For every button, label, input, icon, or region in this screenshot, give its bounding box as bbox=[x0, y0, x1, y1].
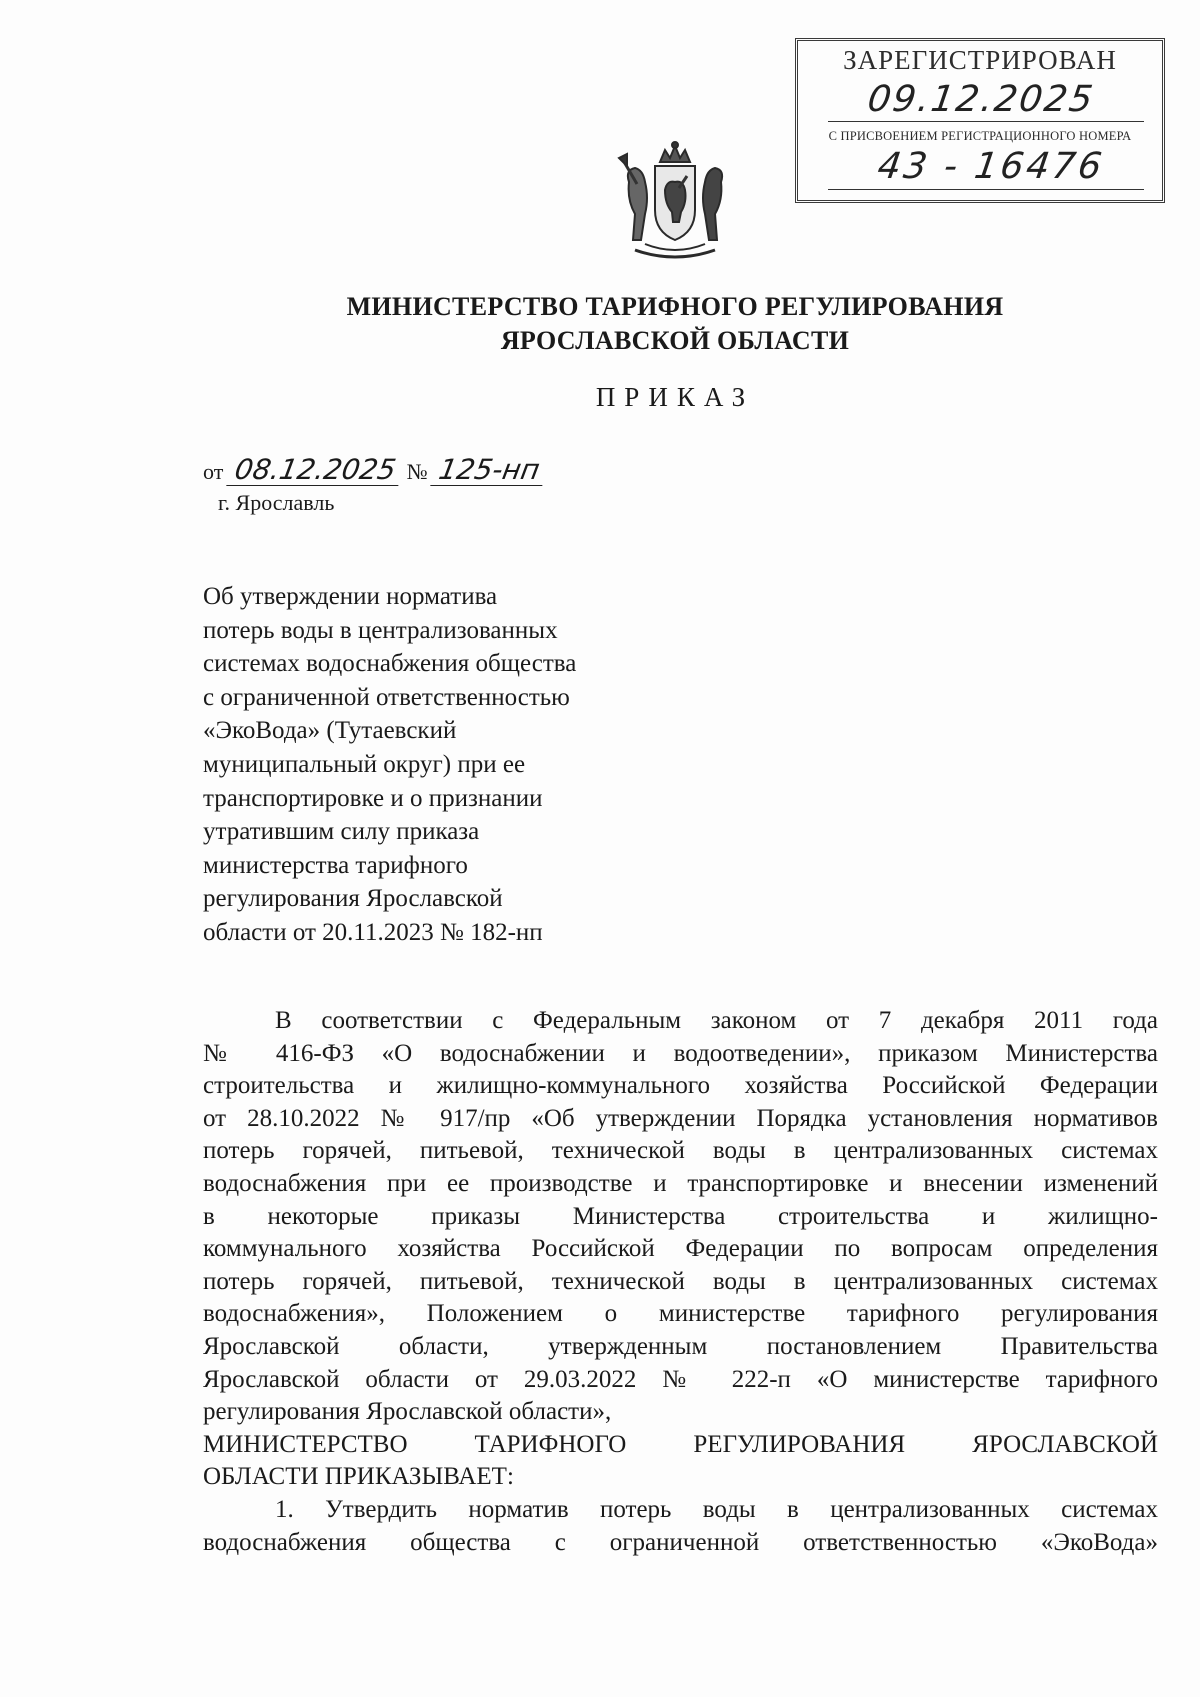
body-line: Ярославской области от 29.03.2022 № 222-п «О министерстве тарифного bbox=[203, 1365, 1158, 1393]
body-line: в некоторые приказы Министерства строительства и жилищно- bbox=[203, 1202, 1158, 1230]
order-handwritten-date: 08.12.2025 bbox=[226, 455, 404, 486]
subject-line: с ограниченной ответственностью bbox=[203, 683, 570, 711]
body-line: ОБЛАСТИ ПРИКАЗЫВАЕТ: bbox=[203, 1463, 514, 1491]
body-line: регулирования Ярославской области», bbox=[203, 1398, 612, 1426]
body-line: 1. Утвердить норматив потерь воды в централизованных системах bbox=[275, 1495, 1158, 1523]
subject-line: регулирования Ярославской bbox=[203, 885, 503, 913]
body-line: потерь горячей, питьевой, технической воды в централизованных системах bbox=[203, 1267, 1158, 1295]
body-line: МИНИСТЕРСТВО ТАРИФНОГО РЕГУЛИРОВАНИЯ ЯРОСЛАВСКОЙ bbox=[203, 1430, 1158, 1458]
body-line: строительства и жилищно-коммунального хозяйства Российской Федерации bbox=[203, 1072, 1158, 1100]
subject-line: системах водоснабжения общества bbox=[203, 650, 577, 678]
number-label: № bbox=[406, 459, 428, 484]
order-date-line bbox=[203, 455, 545, 486]
subject-line: области от 20.11.2023 № 182-нп bbox=[203, 918, 543, 946]
order-handwritten-number: 125-нп bbox=[430, 455, 548, 486]
document-type: ПРИКАЗ bbox=[595, 382, 755, 412]
body-line: коммунального хозяйства Российской Федерации по вопросам определения bbox=[203, 1235, 1158, 1263]
body-line: № 416-ФЗ «О водоснабжении и водоотведении», приказом Министерства bbox=[203, 1039, 1158, 1067]
stamp-handwritten-date: 09.12.2025 bbox=[865, 79, 1098, 120]
stamp-handwritten-number: 43 - 16476 bbox=[875, 146, 1108, 187]
order-city: г. Ярославль bbox=[218, 490, 335, 515]
subject-line: муниципальный округ) при ее bbox=[203, 750, 526, 778]
stamp-divider bbox=[828, 121, 1144, 122]
registration-stamp bbox=[795, 38, 1165, 203]
body-line: потерь горячей, питьевой, технической воды в централизованных системах bbox=[203, 1137, 1158, 1165]
subject-line: транспортировке и о признании bbox=[203, 784, 543, 812]
subject-line: министерства тарифного bbox=[203, 851, 468, 879]
stamp-divider bbox=[828, 189, 1144, 190]
body-line: В соответствии с Федеральным законом от 7 декабря 2011 года bbox=[275, 1007, 1158, 1034]
ministry-title-line: МИНИСТЕРСТВО ТАРИФНОГО РЕГУЛИРОВАНИЯ bbox=[346, 292, 1004, 321]
order-subject bbox=[203, 580, 683, 950]
body-line: водоснабжения при ее производстве и транспортировке и внесении изменений bbox=[203, 1169, 1158, 1197]
body-line: водоснабжения», Положением о министерстве тарифного регулирования bbox=[203, 1300, 1158, 1328]
ministry-title bbox=[0, 290, 1200, 358]
ministry-title-line: ЯРОСЛАВСКОЙ ОБЛАСТИ bbox=[500, 326, 850, 355]
order-body bbox=[203, 1005, 1158, 1559]
body-line: водоснабжения общества с ограниченной ответственностью «ЭкоВода» bbox=[203, 1528, 1158, 1556]
subject-line: потерь воды в централизованных bbox=[203, 616, 558, 644]
stamp-caption: С ПРИСВОЕНИЕМ РЕГИСТРАЦИОННОГО НОМЕРА bbox=[828, 129, 1132, 143]
body-line: Ярославской области, утвержденным постановлением Правительства bbox=[203, 1332, 1158, 1360]
from-label: от bbox=[203, 459, 224, 484]
subject-line: «ЭкоВода» (Тутаевский bbox=[203, 717, 457, 745]
body-line: от 28.10.2022 № 917/пр «Об утверждении Порядка установления нормативов bbox=[203, 1104, 1158, 1132]
subject-line: утратившим силу приказа bbox=[203, 818, 480, 846]
coat-of-arms-icon bbox=[615, 140, 735, 270]
stamp-title: ЗАРЕГИСТРИРОВАН bbox=[843, 45, 1117, 75]
subject-line: Об утверждении норматива bbox=[203, 583, 498, 610]
